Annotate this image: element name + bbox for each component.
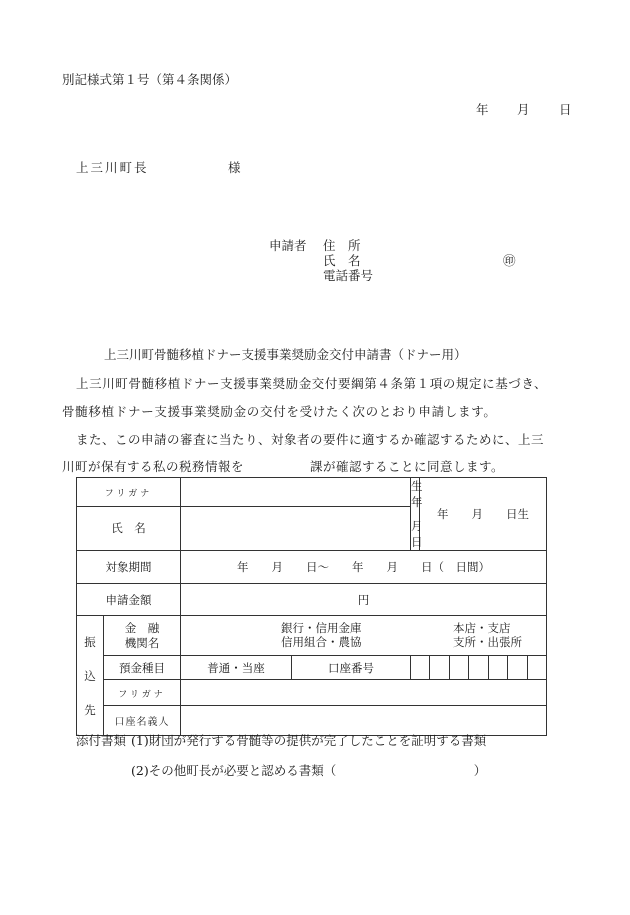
account-number-label-cell: [292, 656, 411, 680]
body-para2-line2a: 川町が保有する私の税務情報を: [62, 459, 245, 474]
date-year-label: 年: [476, 102, 489, 117]
transfer-char-1: 振: [84, 634, 96, 649]
attachment-item-1: (1)財団が発行する骨髄等の提供が完了したことを証明する書類: [131, 733, 487, 748]
birth-label-2: 月 日: [411, 519, 435, 549]
transfer-char-2: 込: [84, 668, 96, 683]
addressee-name: 上三川町長: [76, 160, 149, 175]
account-digit-box[interactable]: [489, 656, 508, 679]
amount-label: 申請金額: [105, 592, 152, 607]
birth-date-input[interactable]: [420, 478, 547, 551]
bank-label-cell: [104, 616, 181, 656]
amount-label-cell: [77, 584, 181, 616]
account-holder-label: 口座名義人: [114, 717, 170, 728]
deposit-type-input[interactable]: [181, 656, 292, 680]
document-title: 上三川町骨髄移植ドナー支援事業奨励金交付申請書（ドナー用）: [104, 347, 467, 362]
applicant-name-label: 氏 名: [323, 253, 361, 268]
account-digit-box[interactable]: [411, 656, 430, 679]
transfer-char-3: 先: [84, 702, 96, 717]
attachments-label: 添付書類: [76, 733, 127, 748]
account-digit-box[interactable]: [430, 656, 449, 679]
application-table: [76, 477, 547, 736]
account-furigana-label-cell: [104, 680, 181, 706]
branch-types-1: 本店・支店: [453, 621, 511, 635]
account-digit-box[interactable]: [528, 656, 546, 679]
birth-date-value: 年 月 日生: [437, 507, 530, 521]
furigana-input[interactable]: [181, 478, 411, 507]
applicant-label: 申請者: [269, 238, 307, 253]
account-furigana-label: フリガナ: [118, 689, 166, 700]
bank-label-2: 機関名: [124, 635, 160, 650]
deposit-type-label: 預金種目: [119, 660, 165, 675]
period-label: 対象期間: [105, 560, 152, 574]
birth-label-cell: [411, 478, 435, 551]
name-label-cell: [77, 506, 181, 550]
name-input[interactable]: [181, 506, 411, 550]
account-number-input[interactable]: [411, 656, 547, 680]
transfer-label-cell: [77, 616, 104, 736]
period-input[interactable]: [181, 551, 547, 584]
account-digit-box[interactable]: [508, 656, 527, 679]
bank-types-2: 信用組合・農協: [281, 635, 362, 649]
account-digit-box[interactable]: [469, 656, 488, 679]
period-label-cell: [77, 551, 181, 584]
account-furigana-input[interactable]: [181, 680, 547, 706]
furigana-label-cell: [77, 478, 181, 507]
deposit-type-label-cell: [104, 656, 181, 680]
date-day-label: 日: [559, 102, 572, 117]
furigana-label: フリガナ: [104, 488, 153, 499]
body-para2-line1: また、この申請の審査に当たり、対象者の要件に適するか確認するために、上三: [76, 432, 545, 447]
body-para1-line1: 上三川町骨髄移植ドナー支援事業奨励金交付要綱第４条第１項の規定に基づき、: [76, 376, 548, 391]
name-label: 氏 名: [111, 521, 146, 536]
account-digit-box[interactable]: [450, 656, 469, 679]
bank-types-1: 銀行・信用金庫: [281, 621, 362, 635]
amount-input[interactable]: [181, 584, 547, 616]
deposit-type-value: 普通・当座: [207, 660, 265, 675]
period-value: 年 月 日～ 年 月 日（ 日間）: [237, 560, 490, 574]
body-para1-line2: 骨髄移植ドナー支援事業奨励金の交付を受けたく次のとおり申請します。: [62, 404, 497, 419]
attachment-item-2: (2)その他町長が必要と認める書類（ ）: [131, 763, 487, 778]
applicant-phone-label: 電話番号: [323, 268, 374, 283]
branch-types-2: 支所・出張所: [453, 635, 522, 649]
amount-unit: 円: [357, 592, 370, 607]
bank-input[interactable]: [181, 616, 547, 656]
bank-label-1: 金 融: [124, 620, 160, 635]
date-month-label: 月: [517, 102, 530, 117]
form-number: 別記様式第１号（第４条関係）: [62, 72, 238, 87]
seal-mark: ㊞: [503, 253, 516, 268]
birth-label-1: 生 年: [411, 479, 435, 509]
applicant-address-label: 住 所: [323, 238, 361, 253]
addressee-honorific: 様: [228, 160, 241, 175]
account-number-label: 口座番号: [328, 660, 374, 675]
body-para2-line2b: 課が確認することに同意します。: [310, 459, 505, 474]
